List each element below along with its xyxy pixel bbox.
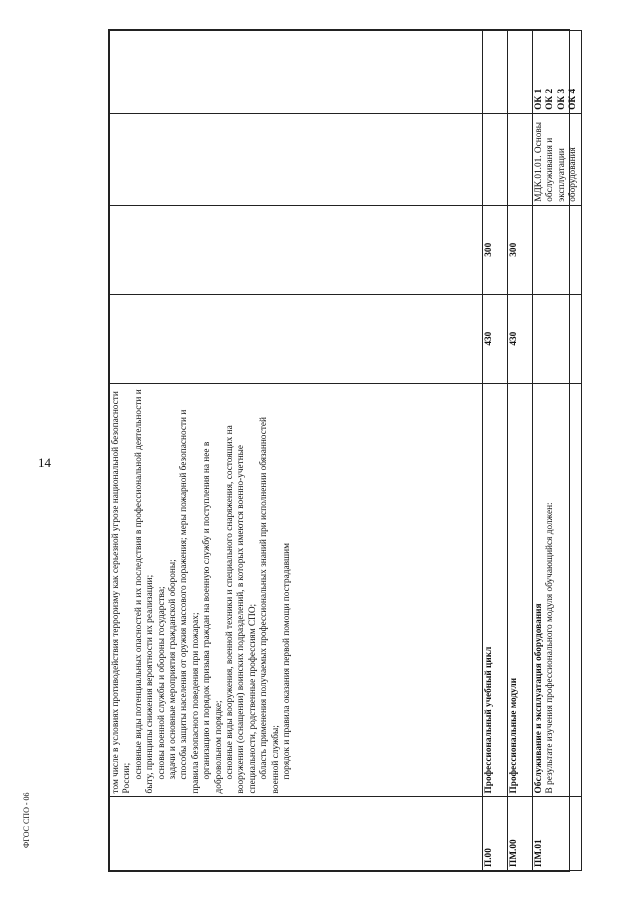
description-line: порядок и правила оказания первой помощи пострадавшим — [282, 543, 293, 780]
hours-cell: 300 — [508, 205, 533, 294]
name-cell: Профессиональные модули — [508, 383, 533, 797]
description-line: способы защиты населения от оружия массового поражения; меры пожарной безопасности и правила безопасного поведения при пожарах; — [179, 409, 201, 794]
competency-code: ОК 1 — [534, 88, 544, 110]
discipline-cell — [508, 113, 533, 205]
curriculum-table — [108, 29, 579, 872]
competency-cell — [483, 31, 508, 114]
table-row — [508, 31, 533, 871]
module-title: Обслуживание и эксплуатация оборудования — [534, 603, 544, 794]
description-line: основные виды вооружения, военной техники и специального снаряжения, состоящих на вооружении (оснащении) воинских подразделений, в которых имеются военно-учетные специальности, родственные профессиям СПО; — [225, 425, 258, 794]
hours-cell — [110, 205, 483, 294]
code-cell: ПМ.01 — [533, 797, 582, 871]
hours-cell: 300 — [483, 205, 508, 294]
competency-code: ОК 3 — [556, 88, 567, 110]
competency-cell — [508, 31, 533, 114]
code-cell: ПМ.00 — [508, 797, 533, 871]
footer-code: ФГОС СПО - 06 — [22, 792, 31, 848]
description-cell — [110, 383, 483, 797]
competency-cell — [110, 31, 483, 114]
max-hours-cell: 430 — [508, 294, 533, 383]
name-cell: Профессиональный учебный цикл — [483, 383, 508, 797]
code-cell — [110, 797, 483, 871]
competency-cell — [533, 31, 582, 114]
module-text: В результате изучения профессионального модуля обучающийся должен: — [545, 502, 556, 794]
discipline-cell — [483, 113, 508, 205]
table-row — [483, 31, 508, 871]
discipline-cell: МДК.01.01. Основы обслуживания и эксплуатации оборудования — [533, 113, 582, 205]
discipline-cell — [110, 113, 483, 205]
description-line: организацию и порядок призыва граждан на военную службу и поступления на нее в добровольном порядке; — [202, 441, 224, 794]
description-line: основы военной службы и обороны государства; — [156, 586, 167, 780]
page-number: 14 — [38, 455, 51, 470]
max-hours-cell: 430 — [483, 294, 508, 383]
description-line: основные виды потенциальных опасностей и их последствия в профессиональной деятельности и быту, принципы снижения вероятности их реализации; — [133, 389, 156, 794]
hours-cell — [533, 205, 582, 294]
description-line: том числе в условиях противодействия терроризму как серьезной угрозе национальной безопасности России; — [111, 391, 133, 794]
description-line: область применения получаемых профессиональных знаний при исполнении обязанностей военной службы; — [259, 417, 281, 794]
description-cell — [533, 383, 582, 797]
competency-code: ОК 4 — [568, 88, 579, 110]
description-line: задачи и основные мероприятия гражданской обороны; — [168, 559, 179, 780]
max-hours-cell — [110, 294, 483, 383]
code-cell: П.00 — [483, 797, 508, 871]
table-row — [110, 31, 483, 871]
max-hours-cell — [533, 294, 582, 383]
table-row — [533, 31, 582, 871]
competency-code: ОК 2 — [545, 88, 556, 110]
